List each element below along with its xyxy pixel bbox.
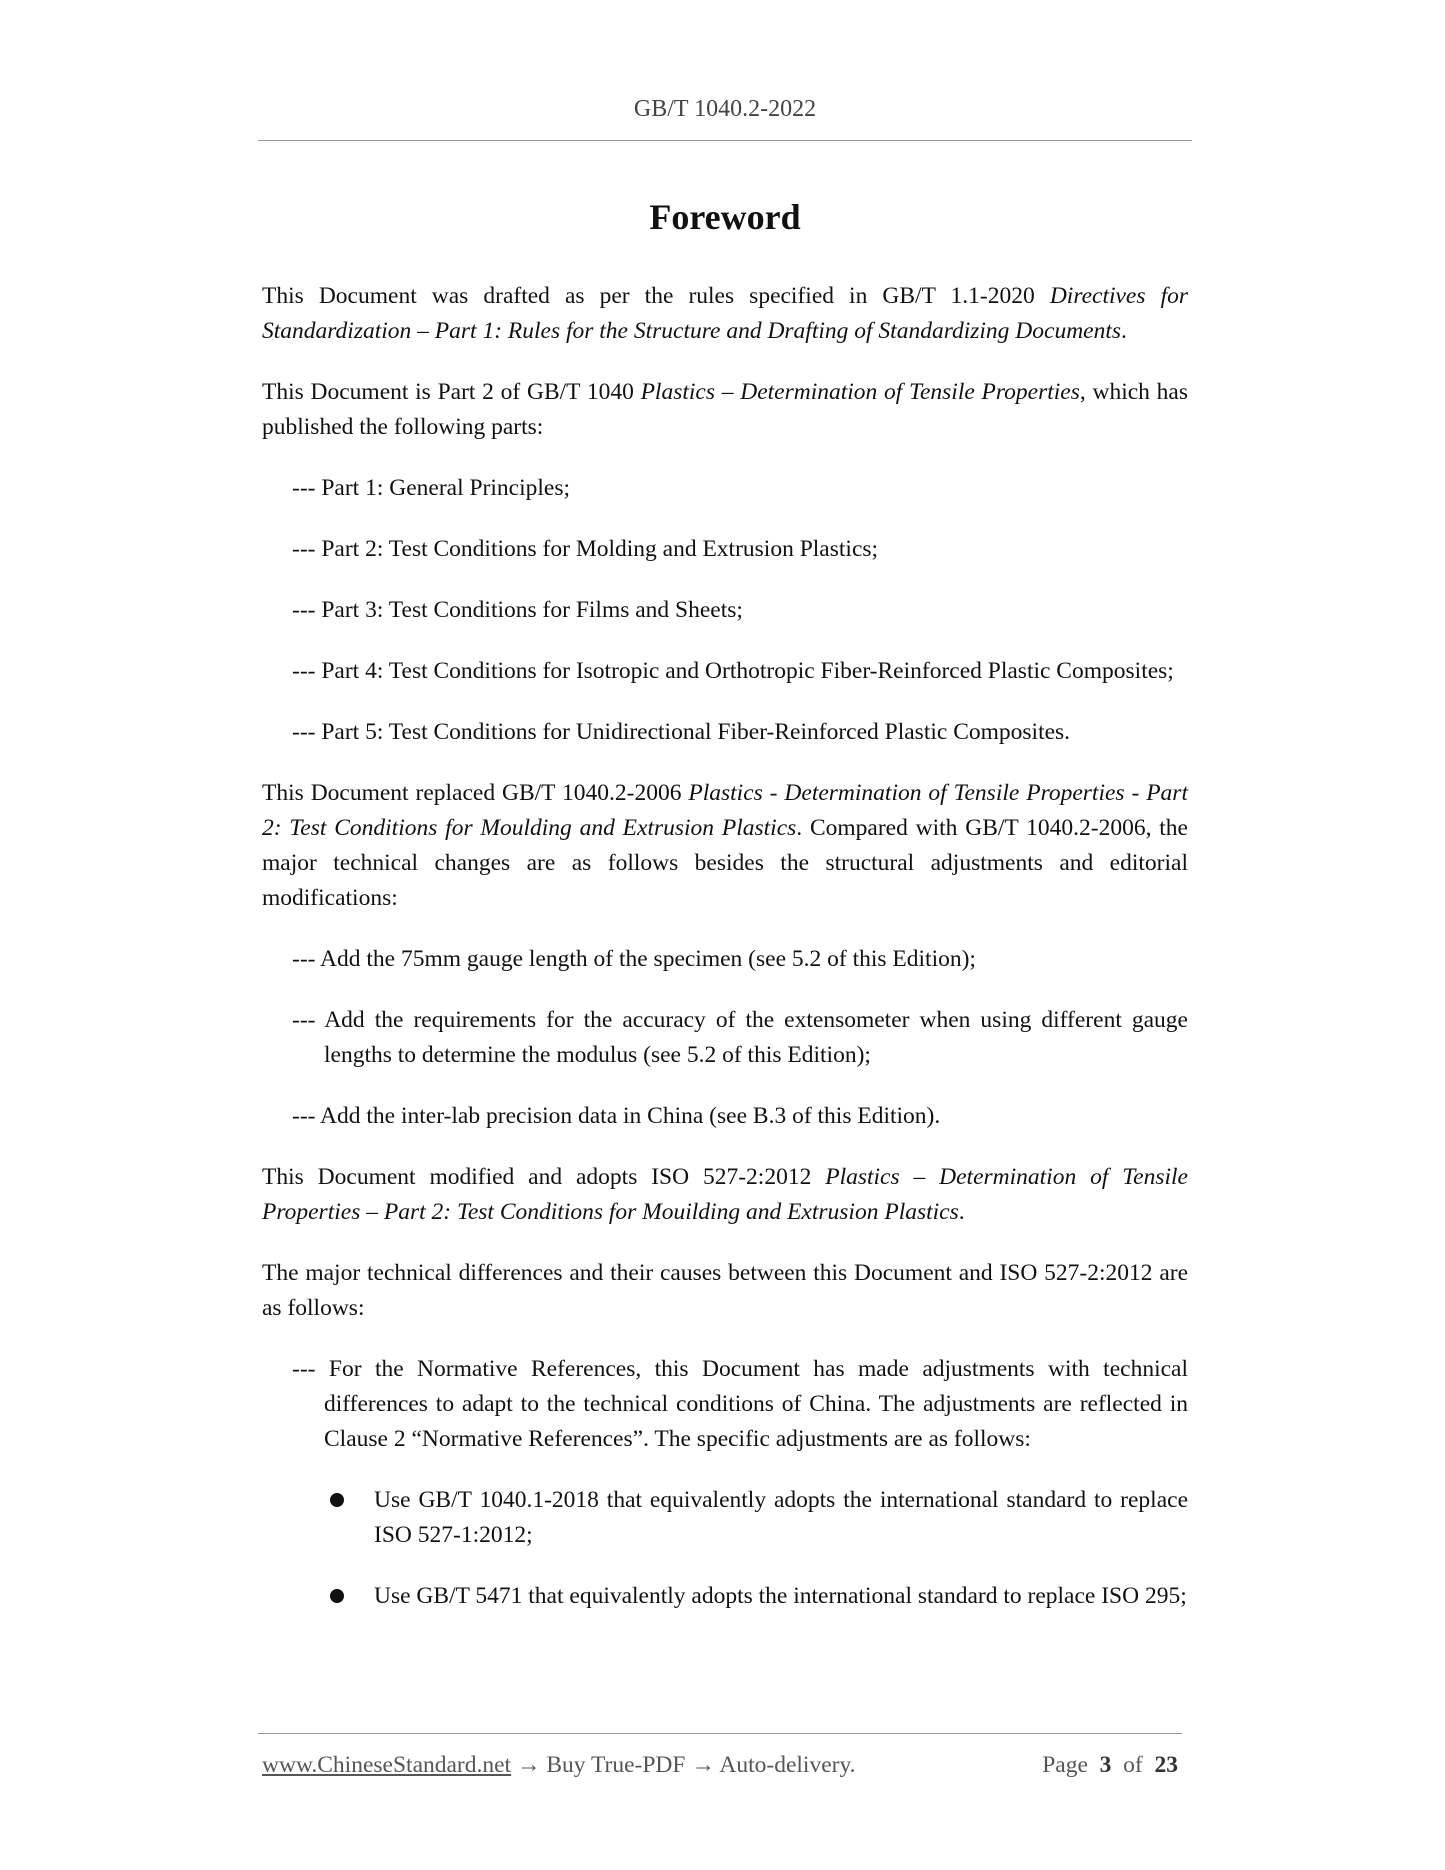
list-item-change-3: --- Add the inter-lab precision data in China (see B.3 of this Edition). bbox=[292, 1103, 941, 1129]
cited-title: Plastics - Determination of Tensile Properties - Part 2: Test Conditions for Moulding and Extrusion Plastics bbox=[262, 780, 1188, 841]
text-run: , which has published the following parts: bbox=[262, 379, 1188, 440]
list-item-change-2: --- Add the requirements for the accuracy of the extensometer when using different gauge lengths to determine the modulus (see 5.2 of this Edition); bbox=[292, 1007, 1188, 1068]
page-header: GB/T 1040.2-2022 bbox=[633, 96, 817, 122]
footer-divider bbox=[258, 1733, 1182, 1734]
text-run: This Document replaced GB/T 1040.2-2006 bbox=[262, 780, 689, 806]
bullet-item-2 bbox=[262, 1579, 1188, 1614]
paragraph-differences: The major technical differences and their causes between this Document and ISO 527-2:2012 are as follows: bbox=[262, 1260, 1188, 1321]
page-label: Page bbox=[1042, 1752, 1088, 1778]
bullet-item-1 bbox=[262, 1483, 1188, 1553]
paragraph-series-parts bbox=[262, 375, 1188, 445]
list-item-normative-references: --- For the Normative References, this Document has made adjustments with technical differences to adapt to the technical conditions of China. The adjustments are reflected in Clause 2 “Normative References”. The specific adjustments are as follows: bbox=[292, 1356, 1188, 1452]
footer-promo-text: → Buy True-PDF → Auto-delivery. bbox=[511, 1752, 856, 1778]
text-run: This Document is Part 2 of GB/T 1040 bbox=[262, 379, 641, 405]
text-run: . Compared with GB/T 1040.2-2006, the major technical changes are as follows besides the structural adjustments and editorial modifications: bbox=[262, 815, 1188, 911]
total-pages: 23 bbox=[1154, 1752, 1178, 1778]
text-run: . bbox=[958, 1199, 965, 1225]
bullet-icon bbox=[330, 1589, 344, 1603]
header-divider bbox=[258, 140, 1192, 141]
text-run: This Document modified and adopts ISO 527-2:2012 bbox=[262, 1164, 826, 1190]
page-footer bbox=[262, 1752, 1182, 1784]
list-item-part-3: --- Part 3: Test Conditions for Films and Sheets; bbox=[292, 597, 743, 623]
document-body bbox=[262, 279, 1188, 1640]
bullet-icon bbox=[330, 1493, 344, 1507]
of-label: of bbox=[1123, 1752, 1143, 1778]
paragraph-adoption bbox=[262, 1160, 1188, 1230]
website-link[interactable]: www.ChineseStandard.net bbox=[262, 1752, 512, 1778]
cited-title: Directives for Standardization – Part 1: Rules for the Structure and Drafting of Standardizing Documents bbox=[262, 283, 1188, 344]
cited-title: Plastics – Determination of Tensile Properties bbox=[640, 379, 1080, 405]
footer-promo bbox=[262, 1752, 856, 1779]
text-run: This Document was drafted as per the rules specified in GB/T 1.1-2020 bbox=[262, 283, 1050, 309]
cited-title: Plastics – Determination of Tensile Properties – Part 2: Test Conditions for Mouilding and Extrusion Plastics bbox=[262, 1164, 1188, 1225]
page-number bbox=[1042, 1752, 1178, 1779]
list-item-part-1: --- Part 1: General Principles; bbox=[292, 475, 570, 501]
list-item-part-5: --- Part 5: Test Conditions for Unidirectional Fiber-Reinforced Plastic Composites. bbox=[292, 719, 1071, 745]
list-item-part-2: --- Part 2: Test Conditions for Molding and Extrusion Plastics; bbox=[292, 536, 879, 562]
list-item-change-1: --- Add the 75mm gauge length of the specimen (see 5.2 of this Edition); bbox=[292, 946, 976, 972]
bullet-text: Use GB/T 5471 that equivalently adopts the international standard to replace ISO 295; bbox=[374, 1583, 1187, 1609]
paragraph-replacement bbox=[262, 776, 1188, 916]
paragraph-drafting-rules bbox=[262, 279, 1188, 349]
current-page: 3 bbox=[1099, 1752, 1112, 1778]
bullet-text: Use GB/T 1040.1-2018 that equivalently adopts the international standard to replace ISO 527-1:2012; bbox=[374, 1487, 1188, 1548]
text-run: . bbox=[1121, 318, 1127, 344]
page-title: Foreword bbox=[649, 197, 801, 237]
list-item-part-4: --- Part 4: Test Conditions for Isotropic and Orthotropic Fiber-Reinforced Plastic Composites; bbox=[292, 658, 1174, 684]
